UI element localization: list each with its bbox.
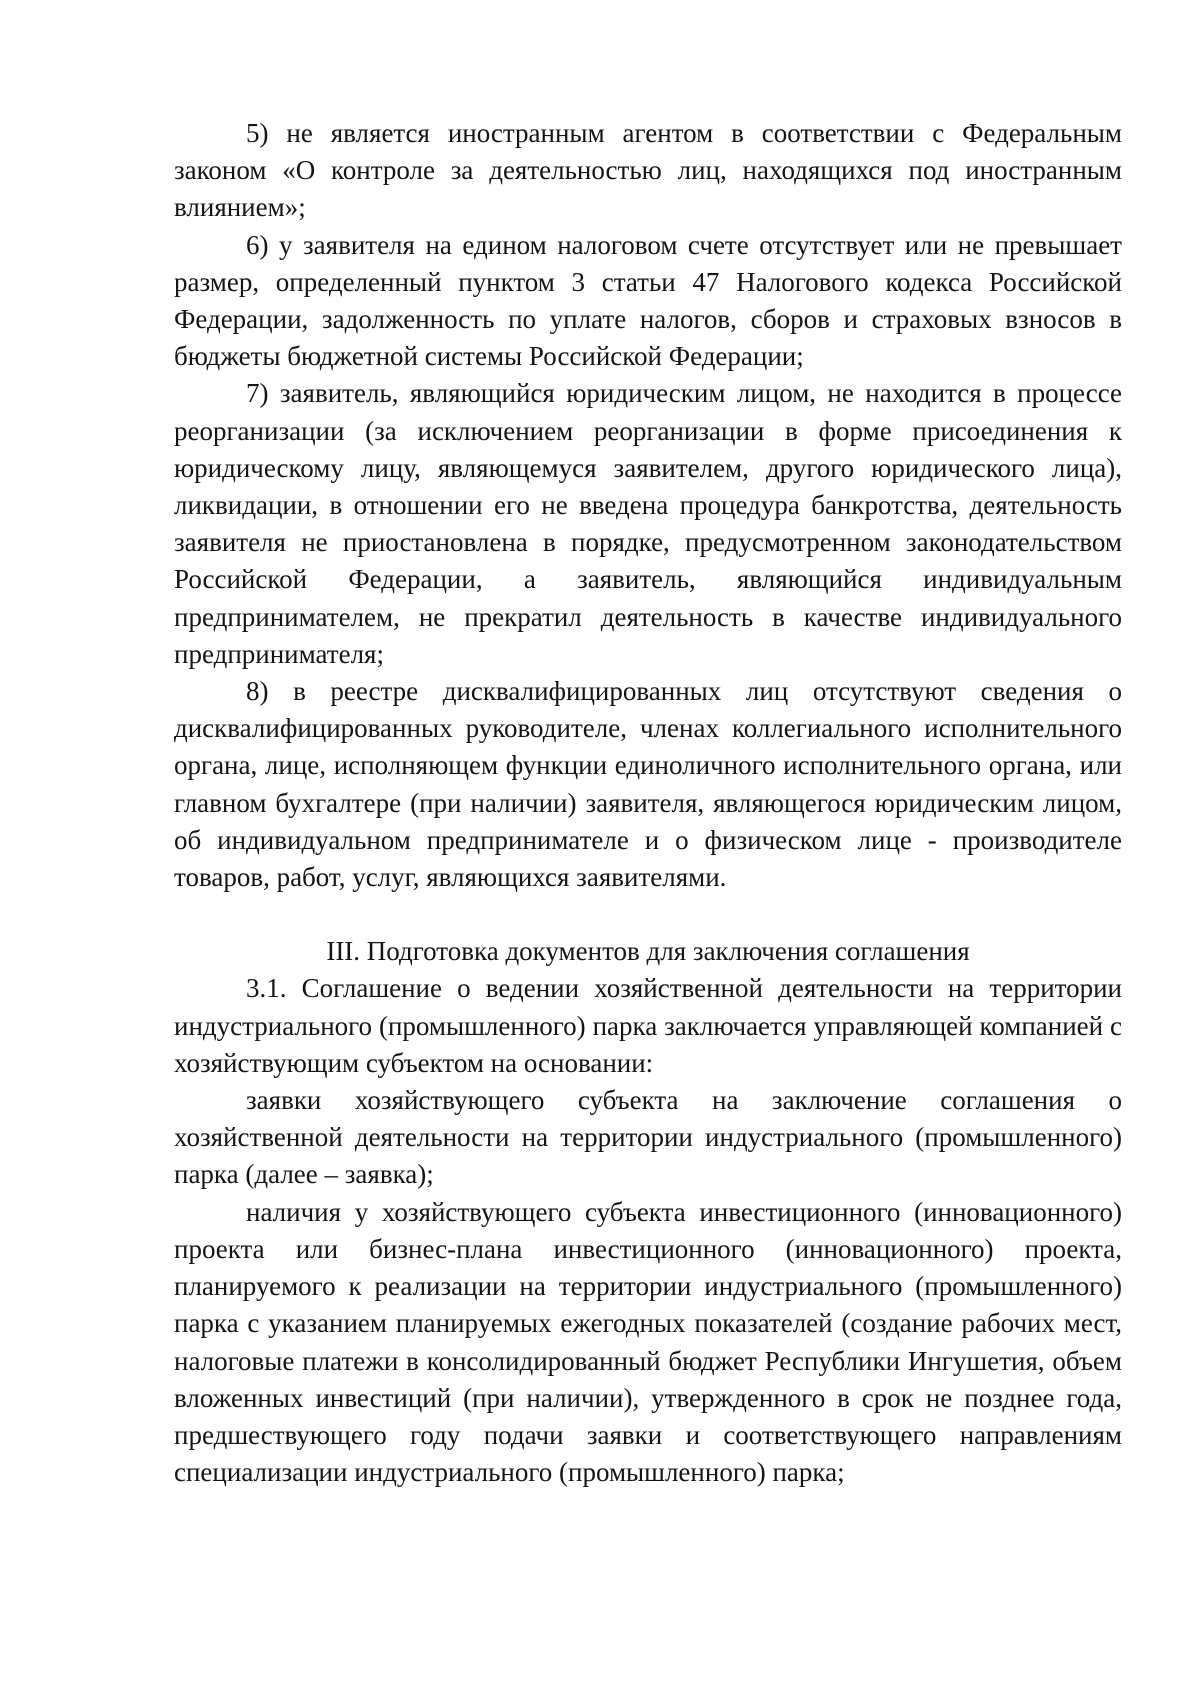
section-heading: III. Подготовка документов для заключения соглашения xyxy=(326,936,970,967)
paragraph-3-1: 3.1. Соглашение о ведении хозяйственной деятельности на территории индустриального (промышленного) парка заключается управляющей компанией с хозяйствующим субъектом на основании: xyxy=(174,973,1122,1078)
paragraph-item-7: 7) заявитель, являющийся юридическим лицом, не находится в процессе реорганизации (за исключением реорганизации в форме присоединения к юридическому лицу, являющемуся заявителем, другого юридического лица), ликвидации, в отношении его не введена процедура банкротства, деятельность заявителя не приостановлена в порядке, предусмотренном законодательством Российской Федерации, а заявитель, являющийся индивидуальным предпринимателем, не прекратил деятельность в качестве индивидуального предпринимателя; xyxy=(174,378,1122,669)
paragraph-investment-project: наличия у хозяйствующего субъекта инвестиционного (инновационного) проекта или бизнес-плана инвестиционного (инновационного) проекта, планируемого к реализации на территории индустриального (промышленного) парка с указанием планируемых ежегодных показателей (создание рабочих мест, налоговые платежи в консолидированный бюджет Республики Ингушетия, объем вложенных инвестиций (при наличии), утвержденного в срок не позднее года, предшествующего году подачи заявки и соответствующего направлениям специализации индустриального (промышленного) парка; xyxy=(174,1196,1122,1488)
paragraph-item-6: 6) у заявителя на едином налоговом счете отсутствует или не превышает размер, определенный пунктом 3 статьи 47 Налогового кодекса Российской Федерации, задолженность по уплате налогов, сборов и страховых взносов в бюджеты бюджетной системы Российской Федерации; xyxy=(174,229,1122,372)
document-page xyxy=(174,115,1122,1491)
paragraph-item-5: 5) не является иностранным агентом в соответствии с Федеральным законом «О контроле за деятельностью лиц, находящихся под иностранным влиянием»; xyxy=(174,118,1122,223)
paragraph-item-8: 8) в реестре дисквалифицированных лиц отсутствуют сведения о дисквалифицированных руководителе, членах коллегиального исполнительного органа, лице, исполняющем функции единоличного исполнительного органа, или главном бухгалтере (при наличии) заявителя, являющегося юридическим лицом, об индивидуальном предпринимателе и о физическом лице - производителе товаров, работ, услуг, являющихся заявителями. xyxy=(174,676,1122,893)
paragraph-application: заявки хозяйствующего субъекта на заключение соглашения о хозяйственной деятельности на территории индустриального (промышленного) парка (далее – заявка); xyxy=(174,1085,1122,1190)
